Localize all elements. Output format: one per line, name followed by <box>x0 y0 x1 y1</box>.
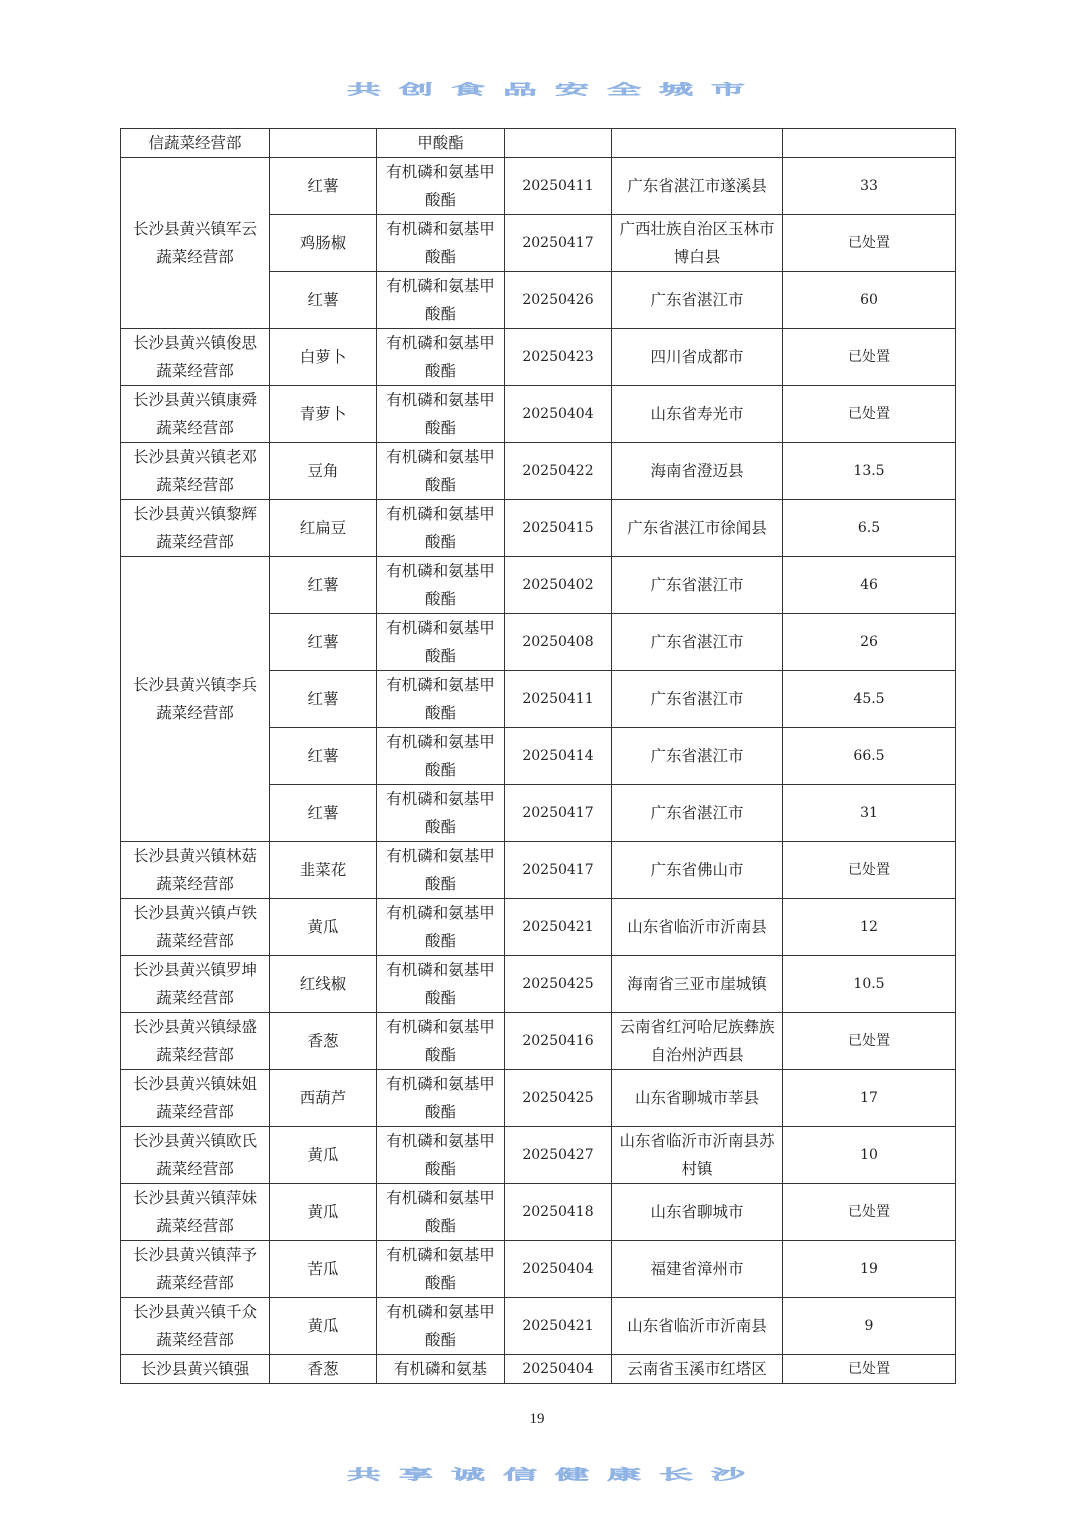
table-row <box>121 1298 956 1355</box>
date-cell: 20250402 <box>505 557 612 614</box>
result-cell: 13.5 <box>783 443 956 500</box>
date-cell: 20250408 <box>505 614 612 671</box>
table-row <box>121 1070 956 1127</box>
test-item-cell: 有机磷和氨基甲酸酯 <box>377 671 505 728</box>
test-item-cell: 有机磷和氨基甲酸酯 <box>377 956 505 1013</box>
unit-cell: 长沙县黄兴镇林菇蔬菜经营部 <box>121 842 270 899</box>
unit-cell: 长沙县黄兴镇妹姐蔬菜经营部 <box>121 1070 270 1127</box>
date-cell: 20250426 <box>505 272 612 329</box>
origin-cell: 山东省临沂市沂南县 <box>612 1298 783 1355</box>
result-cell: 26 <box>783 614 956 671</box>
unit-cell: 长沙县黄兴镇卢铁蔬菜经营部 <box>121 899 270 956</box>
product-cell: 西葫芦 <box>270 1070 377 1127</box>
product-cell: 苦瓜 <box>270 1241 377 1298</box>
product-cell: 红扁豆 <box>270 500 377 557</box>
date-cell: 20250423 <box>505 329 612 386</box>
result-cell: 已处置 <box>783 215 956 272</box>
origin-cell: 云南省红河哈尼族彝族自治州泸西县 <box>612 1013 783 1070</box>
date-cell: 20250425 <box>505 1070 612 1127</box>
table-row <box>121 1184 956 1241</box>
product-cell: 红薯 <box>270 158 377 215</box>
result-cell: 10 <box>783 1127 956 1184</box>
result-cell: 6.5 <box>783 500 956 557</box>
result-cell: 已处置 <box>783 329 956 386</box>
product-cell: 青萝卜 <box>270 386 377 443</box>
origin-cell: 广东省佛山市 <box>612 842 783 899</box>
unit-cell: 长沙县黄兴镇李兵蔬菜经营部 <box>121 557 270 842</box>
date-cell: 20250421 <box>505 1298 612 1355</box>
origin-cell <box>612 129 783 158</box>
date-cell: 20250404 <box>505 386 612 443</box>
result-cell: 17 <box>783 1070 956 1127</box>
test-item-cell: 有机磷和氨基 <box>377 1355 505 1384</box>
test-item-cell: 甲酸酯 <box>377 129 505 158</box>
origin-cell: 广东省湛江市 <box>612 728 783 785</box>
origin-cell: 广东省湛江市 <box>612 614 783 671</box>
table-row <box>121 329 956 386</box>
result-cell: 已处置 <box>783 1013 956 1070</box>
test-item-cell: 有机磷和氨基甲酸酯 <box>377 272 505 329</box>
date-cell: 20250404 <box>505 1355 612 1384</box>
date-cell: 20250417 <box>505 785 612 842</box>
result-cell: 已处置 <box>783 842 956 899</box>
date-cell: 20250421 <box>505 899 612 956</box>
test-item-cell: 有机磷和氨基甲酸酯 <box>377 842 505 899</box>
test-item-cell: 有机磷和氨基甲酸酯 <box>377 1184 505 1241</box>
test-item-cell: 有机磷和氨基甲酸酯 <box>377 1241 505 1298</box>
product-cell: 红薯 <box>270 557 377 614</box>
date-cell: 20250414 <box>505 728 612 785</box>
table-row <box>121 557 956 614</box>
table-row <box>121 386 956 443</box>
product-cell: 黄瓜 <box>270 1298 377 1355</box>
origin-cell: 广东省湛江市 <box>612 671 783 728</box>
origin-cell: 山东省临沂市沂南县 <box>612 899 783 956</box>
product-cell: 豆角 <box>270 443 377 500</box>
test-item-cell: 有机磷和氨基甲酸酯 <box>377 557 505 614</box>
origin-cell: 广东省湛江市 <box>612 557 783 614</box>
table-body <box>121 129 956 1384</box>
test-item-cell: 有机磷和氨基甲酸酯 <box>377 614 505 671</box>
test-item-cell: 有机磷和氨基甲酸酯 <box>377 1298 505 1355</box>
date-cell: 20250425 <box>505 956 612 1013</box>
test-item-cell: 有机磷和氨基甲酸酯 <box>377 728 505 785</box>
unit-cell: 长沙县黄兴镇康舜蔬菜经营部 <box>121 386 270 443</box>
product-cell: 红薯 <box>270 785 377 842</box>
date-cell: 20250417 <box>505 842 612 899</box>
table-row <box>121 129 956 158</box>
table-row <box>121 1127 956 1184</box>
product-cell: 黄瓜 <box>270 1127 377 1184</box>
result-cell: 33 <box>783 158 956 215</box>
origin-cell: 山东省临沂市沂南县苏村镇 <box>612 1127 783 1184</box>
unit-cell: 信蔬菜经营部 <box>121 129 270 158</box>
origin-cell: 四川省成都市 <box>612 329 783 386</box>
result-cell: 66.5 <box>783 728 956 785</box>
unit-cell: 长沙县黄兴镇军云蔬菜经营部 <box>121 158 270 329</box>
origin-cell: 广东省湛江市 <box>612 785 783 842</box>
table-row <box>121 158 956 215</box>
origin-cell: 广西壮族自治区玉林市博白县 <box>612 215 783 272</box>
footer-banner: 共享诚信健康长沙 <box>347 1466 763 1484</box>
test-item-cell: 有机磷和氨基甲酸酯 <box>377 215 505 272</box>
test-item-cell: 有机磷和氨基甲酸酯 <box>377 1070 505 1127</box>
test-item-cell: 有机磷和氨基甲酸酯 <box>377 386 505 443</box>
test-item-cell: 有机磷和氨基甲酸酯 <box>377 158 505 215</box>
unit-cell: 长沙县黄兴镇俊思蔬菜经营部 <box>121 329 270 386</box>
date-cell: 20250422 <box>505 443 612 500</box>
unit-cell: 长沙县黄兴镇老邓蔬菜经营部 <box>121 443 270 500</box>
origin-cell: 山东省聊城市 <box>612 1184 783 1241</box>
product-cell: 香葱 <box>270 1355 377 1384</box>
date-cell: 20250418 <box>505 1184 612 1241</box>
date-cell <box>505 129 612 158</box>
origin-cell: 福建省漳州市 <box>612 1241 783 1298</box>
unit-cell: 长沙县黄兴镇强 <box>121 1355 270 1384</box>
origin-cell: 广东省湛江市徐闻县 <box>612 500 783 557</box>
product-cell: 黄瓜 <box>270 1184 377 1241</box>
test-item-cell: 有机磷和氨基甲酸酯 <box>377 785 505 842</box>
product-cell: 白萝卜 <box>270 329 377 386</box>
origin-cell: 山东省寿光市 <box>612 386 783 443</box>
result-cell: 46 <box>783 557 956 614</box>
inspection-table <box>120 128 956 1384</box>
unit-cell: 长沙县黄兴镇萍予蔬菜经营部 <box>121 1241 270 1298</box>
header-banner: 共创食品安全城市 <box>347 81 763 99</box>
result-cell: 60 <box>783 272 956 329</box>
product-cell: 红薯 <box>270 272 377 329</box>
table-row <box>121 842 956 899</box>
result-cell: 9 <box>783 1298 956 1355</box>
product-cell: 红薯 <box>270 728 377 785</box>
origin-cell: 山东省聊城市莘县 <box>612 1070 783 1127</box>
page-number: 19 <box>529 1411 545 1427</box>
result-cell: 45.5 <box>783 671 956 728</box>
test-item-cell: 有机磷和氨基甲酸酯 <box>377 1013 505 1070</box>
origin-cell: 云南省玉溪市红塔区 <box>612 1355 783 1384</box>
product-cell <box>270 129 377 158</box>
product-cell: 韭菜花 <box>270 842 377 899</box>
product-cell: 红薯 <box>270 614 377 671</box>
date-cell: 20250411 <box>505 158 612 215</box>
date-cell: 20250417 <box>505 215 612 272</box>
test-item-cell: 有机磷和氨基甲酸酯 <box>377 899 505 956</box>
product-cell: 红线椒 <box>270 956 377 1013</box>
table-row <box>121 899 956 956</box>
result-cell: 已处置 <box>783 1184 956 1241</box>
table-row <box>121 443 956 500</box>
unit-cell: 长沙县黄兴镇黎辉蔬菜经营部 <box>121 500 270 557</box>
unit-cell: 长沙县黄兴镇绿盛蔬菜经营部 <box>121 1013 270 1070</box>
table-row <box>121 956 956 1013</box>
unit-cell: 长沙县黄兴镇萍妹蔬菜经营部 <box>121 1184 270 1241</box>
test-item-cell: 有机磷和氨基甲酸酯 <box>377 329 505 386</box>
product-cell: 鸡肠椒 <box>270 215 377 272</box>
test-item-cell: 有机磷和氨基甲酸酯 <box>377 500 505 557</box>
table-row <box>121 1241 956 1298</box>
origin-cell: 海南省三亚市崖城镇 <box>612 956 783 1013</box>
table-row <box>121 500 956 557</box>
product-cell: 黄瓜 <box>270 899 377 956</box>
date-cell: 20250415 <box>505 500 612 557</box>
unit-cell: 长沙县黄兴镇千众蔬菜经营部 <box>121 1298 270 1355</box>
date-cell: 20250416 <box>505 1013 612 1070</box>
table-row <box>121 1355 956 1384</box>
date-cell: 20250404 <box>505 1241 612 1298</box>
result-cell: 19 <box>783 1241 956 1298</box>
test-item-cell: 有机磷和氨基甲酸酯 <box>377 443 505 500</box>
origin-cell: 广东省湛江市遂溪县 <box>612 158 783 215</box>
result-cell: 12 <box>783 899 956 956</box>
result-cell: 已处置 <box>783 386 956 443</box>
table-row <box>121 1013 956 1070</box>
unit-cell: 长沙县黄兴镇罗坤蔬菜经营部 <box>121 956 270 1013</box>
date-cell: 20250411 <box>505 671 612 728</box>
origin-cell: 海南省澄迈县 <box>612 443 783 500</box>
test-item-cell: 有机磷和氨基甲酸酯 <box>377 1127 505 1184</box>
origin-cell: 广东省湛江市 <box>612 272 783 329</box>
product-cell: 红薯 <box>270 671 377 728</box>
result-cell <box>783 129 956 158</box>
product-cell: 香葱 <box>270 1013 377 1070</box>
result-cell: 31 <box>783 785 956 842</box>
date-cell: 20250427 <box>505 1127 612 1184</box>
result-cell: 10.5 <box>783 956 956 1013</box>
result-cell: 已处置 <box>783 1355 956 1384</box>
unit-cell: 长沙县黄兴镇欧氏蔬菜经营部 <box>121 1127 270 1184</box>
